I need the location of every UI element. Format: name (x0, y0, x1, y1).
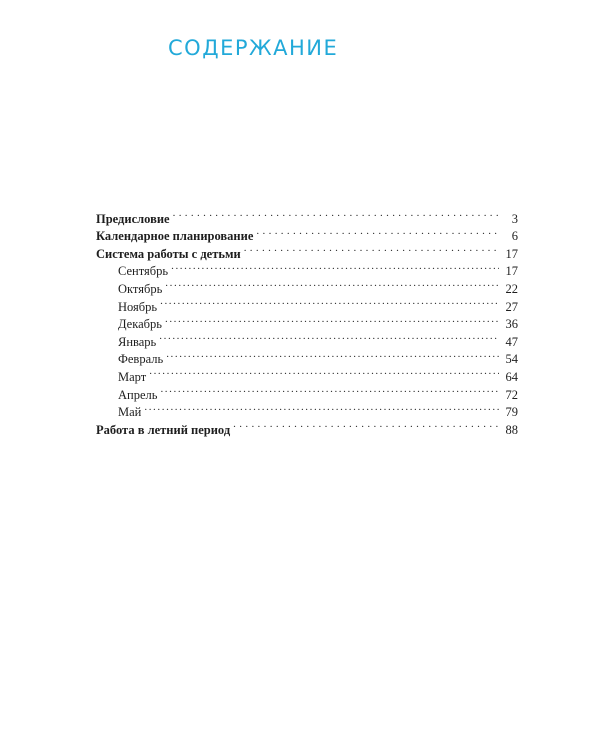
toc-leader-dots (144, 399, 499, 417)
toc-entry-page: 27 (505, 299, 518, 314)
table-of-contents (96, 205, 518, 437)
toc-leader-dots (171, 258, 499, 276)
toc-leader-dots (160, 293, 499, 311)
toc-entry-page: 79 (505, 405, 518, 420)
toc-entry-page: 54 (505, 352, 518, 367)
toc-entry-april[interactable] (96, 381, 518, 402)
toc-entry-page: 17 (505, 246, 518, 261)
toc-entry-page: 36 (505, 317, 518, 332)
toc-entry-label: Март (118, 369, 147, 384)
toc-entry-page: 17 (505, 264, 518, 279)
toc-entry-label: Январь (118, 334, 157, 349)
toc-leader-dots (166, 346, 499, 364)
toc-entry-label: Сентябрь (118, 264, 169, 279)
toc-entry-page: 6 (511, 229, 518, 244)
toc-entry-preface[interactable] (96, 205, 518, 226)
toc-leader-dots (256, 223, 499, 241)
toc-entry-page: 64 (505, 369, 518, 384)
toc-entry-label: Декабрь (118, 317, 162, 332)
page-title: СОДЕРЖАНИЕ (168, 36, 339, 60)
toc-entry-january[interactable] (96, 328, 518, 349)
toc-entry-page: 22 (505, 281, 518, 296)
toc-entry-label: Октябрь (118, 281, 163, 296)
toc-entry-label: Май (118, 405, 142, 420)
toc-entry-label: Предисловие (96, 211, 170, 226)
toc-entry-label: Февраль (118, 352, 164, 367)
toc-entry-summer-period[interactable] (96, 416, 518, 437)
toc-entry-label: Работа в летний период (96, 422, 231, 437)
toc-entry-may[interactable] (96, 399, 518, 420)
toc-entry-page: 3 (511, 211, 518, 226)
toc-entry-label: Апрель (118, 387, 158, 402)
toc-entry-march[interactable] (96, 363, 518, 384)
toc-leader-dots (159, 328, 499, 346)
toc-entry-page: 88 (505, 422, 518, 437)
toc-entry-page: 47 (505, 334, 518, 349)
toc-entry-november[interactable] (96, 293, 518, 314)
toc-leader-dots (173, 205, 499, 223)
toc-leader-dots (149, 363, 499, 381)
toc-leader-dots (244, 240, 499, 258)
toc-entry-february[interactable] (96, 346, 518, 367)
toc-entry-page: 72 (505, 387, 518, 402)
toc-entry-label: Система работы с детьми (96, 246, 241, 261)
toc-leader-dots (233, 416, 499, 434)
toc-leader-dots (160, 381, 499, 399)
toc-entry-label: Ноябрь (118, 299, 158, 314)
toc-entry-label: Календарное планирование (96, 229, 254, 244)
toc-leader-dots (165, 311, 499, 329)
toc-leader-dots (165, 275, 499, 293)
